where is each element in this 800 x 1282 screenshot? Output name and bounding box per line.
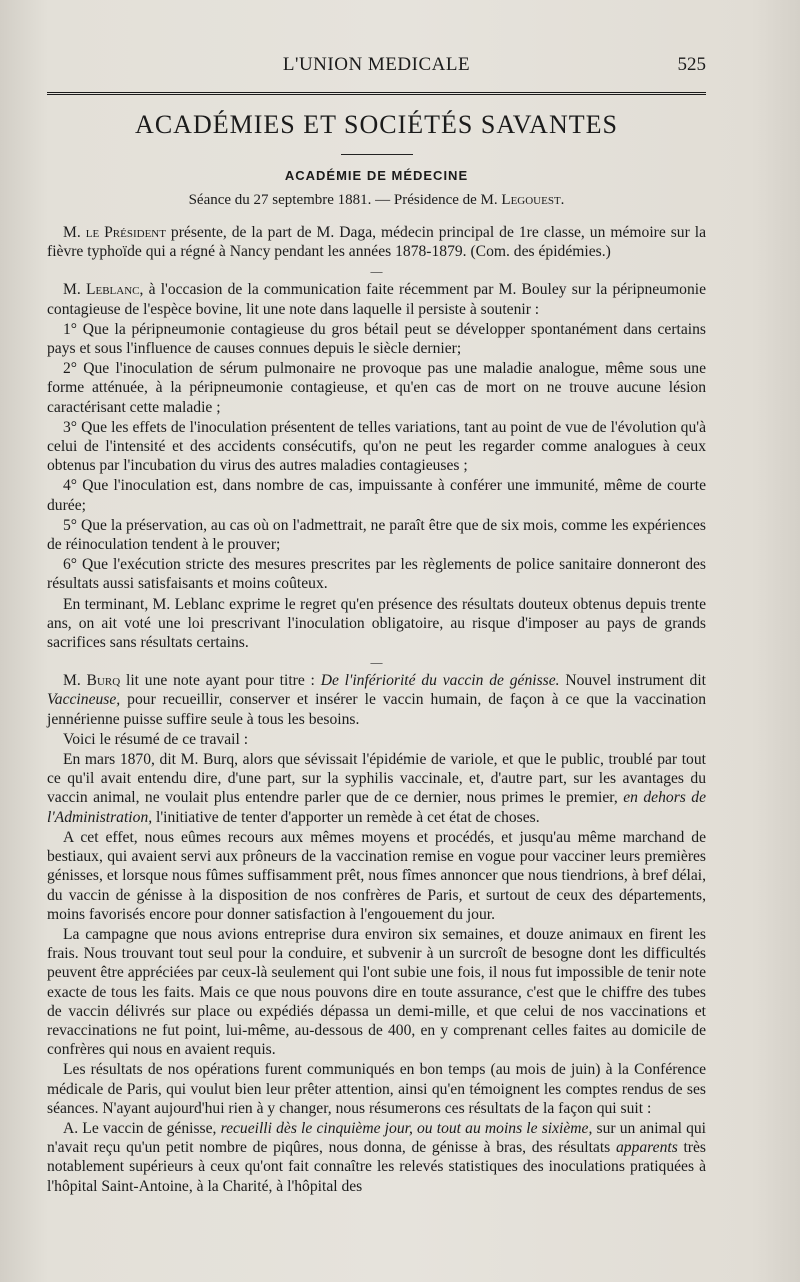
separator-dash: — bbox=[370, 264, 383, 279]
speaker-name: M. Burq bbox=[63, 672, 121, 690]
paragraph bbox=[47, 1119, 706, 1196]
paragraph: 6° Que l'exécution stricte des mesures prescrites par les règlements de police sanitaire donneront des résultats aussi satisfaisants et moins coûteux. bbox=[47, 556, 706, 593]
paragraph-text: pour recueillir, conserver et insérer le vaccin humain, de façon à ce que la vaccination jennérienne puisse suffire seule à tous les besoins. bbox=[47, 691, 706, 728]
paragraph bbox=[47, 671, 706, 729]
note-title: De l'infériorité du vaccin de génisse. bbox=[320, 672, 560, 690]
seance-line bbox=[47, 192, 706, 209]
emphasis: recueilli dès le cinquième jour, ou tout au moins le sixième, bbox=[220, 1119, 593, 1137]
separator-dash: — bbox=[370, 655, 383, 670]
paragraph: 4° Que l'inoculation est, dans nombre de cas, impuissante à conférer une immunité, même de courte durée; bbox=[47, 477, 706, 514]
instrument-name: Vaccineuse, bbox=[47, 691, 121, 709]
president-name: Legouest. bbox=[501, 192, 565, 208]
paragraph bbox=[47, 750, 706, 827]
paragraph: A cet effet, nous eûmes recours aux mêmes moyens et procédés, et jusqu'au même marchand de bestiaux, qui avaient servi aux prôneurs de la vaccination remise en vogue pour vacciner leurs premières génisses, et lorsque nous fûmes suffisamment prêt, nous fîmes annoncer que nous tiendrions, à bref délai, du vaccin de génisse à la disposition de nos confrères de Paris, et surtout de ceux des départements, moins favorisés encore pour donner satisfaction à l'engouement du jour. bbox=[47, 828, 706, 923]
page-number: 525 bbox=[677, 54, 706, 75]
emphasis: apparents bbox=[615, 1139, 678, 1157]
article-body bbox=[47, 223, 706, 1196]
paragraph bbox=[47, 280, 706, 318]
paragraph-text: lit une note ayant pour titre : bbox=[120, 672, 321, 690]
paragraph-text: Nouvel instrument dit bbox=[559, 672, 706, 690]
paragraph-text: à l'occasion de la communication faite récemment par M. Bouley sur la péripneumonie contagieuse de l'espèce bovine, lit une note dans laquelle il persiste à soutenir : bbox=[47, 281, 706, 318]
paragraph: La campagne que nous avions entreprise dura environ six semaines, et douze animaux en firent les frais. Nous trouvant tout seul pour la conduire, et subvenir à un surcroît de besogne dont les difficultés peuvent être appréciées par ceux-là seulement qui l'ont subie une fois, il nous fut impossible de tenir note exacte de tous les faits. Mais ce que nous pouvons dire en toute assurance, c'est que le chiffre des tubes de vaccin délivrés sur place ou expédiés dépassa un demi-mille, et que celui de nos vaccinations et revaccinations ne fut point, lui-même, au-dessous de 400, en y comprenant celles faites au domicile de confrères qui nous en avaient requis. bbox=[47, 925, 706, 1059]
paragraph: 2° Que l'inoculation de sérum pulmonaire ne provoque pas une maladie analogue, même sous une forme atténuée, à la péripneumonie contagieuse, et qu'en cas de mort on ne trouve aucune lésion caractérisant cette maladie ; bbox=[47, 360, 706, 416]
paragraph: Voici le résumé de ce travail : bbox=[63, 730, 249, 748]
header-rule bbox=[47, 92, 706, 96]
seance-text: Séance du 27 septembre 1881. — Présidence de M. bbox=[188, 192, 502, 208]
paragraph-text: présente, de la part de M. Daga, médecin principal de 1re classe, un mémoire sur la fièvre typhoïde qui a régné à Nancy pendant les années 1878-1879. (Com. des épidémies.) bbox=[47, 224, 706, 261]
paragraph bbox=[47, 223, 706, 261]
speaker-name: M. Leblanc, bbox=[63, 281, 144, 299]
title-rule bbox=[341, 154, 413, 155]
paragraph: En terminant, M. Leblanc exprime le regret qu'en présence des résultats douteux obtenus depuis trente ans, on ait voté une loi prescrivant l'inoculation obligatoire, au risque d'imposer au pays de grands sacrifices sans résultats certains. bbox=[47, 595, 706, 652]
emphasis: en dehors de l'Administration, bbox=[47, 789, 706, 826]
speaker-name: M. le Président bbox=[63, 224, 166, 241]
paragraph: 3° Que les effets de l'inoculation présentent de telles variations, tant au point de vue de l'évolution qu'à celui de l'intensité et des accidents consécutifs, qu'on ne peut les regarder comme analogues à ceux obtenus par l'incubation du virus des autres maladies contagieuses ; bbox=[47, 418, 706, 475]
paragraph-text: En mars 1870, dit M. Burq, alors que sévissait l'épidémie de variole, et que le public, troublé par tout ce qu'il avait entendu dire, d'une part, sur la syphilis vaccinale, et, d'autre part, sur les avantages du vaccin animal, ne voulait plus entendre parler que de ce dernier, nous primes le premier, bbox=[47, 751, 706, 807]
paragraph: 1° Que la péripneumonie contagieuse du gros bétail peut se développer spontanément dans certains pays et sous l'influence de causes connues depuis le siècle dernier; bbox=[47, 320, 706, 358]
running-title: L'UNION MEDICALE bbox=[282, 54, 471, 75]
paragraph: 5° Que la préservation, au cas où on l'admettrait, ne paraît être que de six mois, comme les expériences de réinoculation tendent à le prouver; bbox=[47, 516, 706, 554]
paragraph-text: sur un animal qui n'avait reçu qu'un petit nombre de piqûres, nous donna, de génisse à bras, des résultats bbox=[47, 1119, 706, 1157]
section-title: ACADÉMIES ET SOCIÉTÉS SAVANTES bbox=[135, 110, 618, 139]
running-header bbox=[47, 52, 706, 80]
paragraph-text: très notablement supérieurs à ceux qu'ont fait connaître les relevés statistiques des inoculations pratiquées à l'hôpital Saint-Antoine, à la Charité, à l'hôpital des bbox=[47, 1139, 706, 1195]
paragraph-text: A. Le vaccin de génisse, bbox=[63, 1119, 221, 1137]
paragraph-text: l'initiative de tenter d'apporter un remède à cet état de choses. bbox=[152, 808, 540, 826]
paragraph: Les résultats de nos opérations furent communiqués en bon temps (au mois de juin) à la Conférence médicale de Paris, qui voulut bien leur prêter attention, ainsi qu'en témoignent les comptes rendus de ses séances. N'ayant aujourd'hui rien à y changer, nous résumerons ces résultats de la façon qui suit : bbox=[47, 1061, 706, 1117]
academy-heading: ACADÉMIE DE MÉDECINE bbox=[284, 168, 469, 183]
